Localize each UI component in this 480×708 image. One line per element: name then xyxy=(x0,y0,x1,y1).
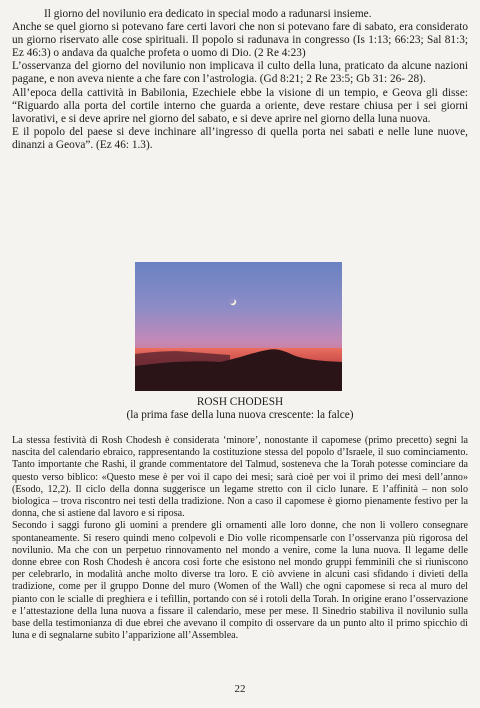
paragraph-1: Il giorno del novilunio era dedicato in special modo a radunarsi insieme. xyxy=(44,8,372,20)
paragraph-4: All’epoca della cattività in Babilonia, Ezechiele ebbe la visione di un tempio, e Geova gli disse: “Riguardo alla porta del cortile interno che guarda a oriente, deve restare chiusa per i sei giorni lavorativi, e si deve aprire nel giorno del sabato, e si deve aprire nel giorno della luna nuova. xyxy=(12,86,468,125)
bottom-text-block xyxy=(12,435,468,642)
crescent-moon-sunset-image xyxy=(135,262,342,391)
paragraph-3: L’osservanza del giorno del novilunio non implicava il culto della luna, praticato da alcune nazioni pagane, e non aveva niente a che fare con l’astrologia. (Gd 8:21; 2 Re 23:5; Gb 31: 26- 28). xyxy=(12,60,468,86)
paragraph-6: La stessa festività di Rosh Chodesh è considerata ‘minore’, nonostante il capomese (primo precetto) segni la nascita del calendario ebraico, rappresentando la costituzione stessa del popolo d’Israele, il suo cominciamento. Tanto importante che Rashi, il grande commentatore del Talmud, sosteneva che la Torah potesse cominciare da questo verso biblico: «Questo mese è per voi il capo dei mesi; sarà cioè per voi il primo dei mesi dell’anno» (Esodo, 12,2). Il ciclo della donna suggerisce un legame stretto con il ciclo lunare. E l’affinità – non solo biologica – trova riscontro nei testi della tradizione. Non a caso il capomese è giorno pienamente festivo per la donna, che si astiene dal lavoro e si riposa. xyxy=(12,435,468,520)
caption-title: ROSH CHODESH xyxy=(196,396,284,408)
page-number: 22 xyxy=(234,683,246,695)
paragraph-2: Anche se quel giorno si potevano fare certi lavori che non si potevano fare di sabato, era considerato un giorno riservato alle cose spirituali. Il popolo si radunava in congresso (Is 1:13; 66:23; Sal 81:3; Ez 46:3) o andava da qualche profeta o uomo di Dio. (2 Re 4:23) xyxy=(12,21,468,60)
paragraph-7: Secondo i saggi furono gli uomini a prendere gli ornamenti alle loro donne, che non li vollero consegnare spontaneamente. Si resero quindi meno colpevoli e Dio volle ricompensarle con l’osservanza più rigorosa del novilunio. Ma che con un perpetuo rinnovamento nel mondo a venire, come la luna nuova. Il legame delle donne ebree con Rosh Chodesh è ancora così forte che esistono nel mondo gruppi femminili che si riuniscono per celebrarlo, in modalità anche molto diverse tra loro. E ciò avviene in alcuni casi sfidando i divieti della tradizione, come per il gruppo Donne del muro (Women of the Wall) che ogni capomese si reca al muro del pianto con le scialle di preghiera e i tefillin, portando con sé i rotoli della Torah. In origine erano l’osservazione e l’attestazione della luna nuova a fissare il calendario, mese per mese. Il Sinedrio stabiliva il novilunio sulla base della testimonianza di due ebrei che avevano il compito di osservare da un punto alto il primo spicchio di luna e di segnalarne subito l’apparizione all’Assemblea. xyxy=(12,520,468,642)
paragraph-5: E il popolo del paese si deve inchinare all’ingresso di quella porta nei sabati e nelle lune nuove, dinanzi a Geova”. (Ez 46: 1.3). xyxy=(12,125,468,151)
rosh-chodesh-photo xyxy=(135,262,342,391)
page-body xyxy=(12,8,468,152)
top-text-block xyxy=(12,8,468,152)
caption-subtitle: (la prima fase della luna nuova crescente: la falce) xyxy=(126,409,354,421)
photo-caption xyxy=(12,396,468,422)
